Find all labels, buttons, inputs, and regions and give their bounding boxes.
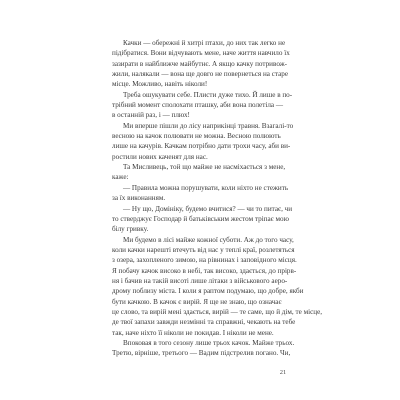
text-line: каже: bbox=[112, 173, 129, 182]
text-line: Качки — обережні й хитрі птахи, до них так легко не bbox=[123, 39, 286, 47]
text-line: коли качки нарешті втечуть від нас у теплі краї, розлетяться bbox=[112, 245, 295, 254]
text-line: — Ну що, Домініку, будемо вчитися? — чи то питає, чи bbox=[123, 204, 293, 213]
text-line: в останній раз, і — плюх! bbox=[112, 111, 190, 120]
text-line: трібний момент сполохати пташку, аби вона полетіла — bbox=[112, 101, 283, 110]
text-line: це слово, та вирій мені здається, вирій — те саме, що й дім, те місце, bbox=[112, 307, 323, 316]
text-line: бути качкою. В качок є вирій. Я ще не знаю, що означає bbox=[112, 297, 282, 306]
text-line: лише на качурів. Качкам потрібно дати трохи часу, аби ви- bbox=[112, 142, 291, 151]
text-line: місце. Можливо, навіть ніколи! bbox=[112, 80, 208, 89]
text-line: — Правила можна порушувати, коли ніхто не стежить bbox=[123, 183, 289, 192]
text-line: Впоковая в того сезону лише трьох качок. Майже трьох. bbox=[123, 338, 295, 347]
text-line: жили, налякали — вона ще довго не повернеться на старе bbox=[112, 70, 289, 79]
text-line: Треба ошукувати себе. Плисти дуже тихо. Й лише в по- bbox=[123, 90, 293, 99]
text-line: Третю, вірніше, третього — Вадим підстрелив погано. Чи, bbox=[112, 349, 291, 358]
text-line: Ми вперше пішли до лісу наприкінці травня. Взагалі-то bbox=[123, 121, 294, 130]
text-line: ня і бачив на такій висоті лише літаки з військового аеро- bbox=[112, 276, 288, 285]
page-number: 21 bbox=[279, 369, 287, 376]
text-line: то стверджує Господар й батьківським жестом тріпає мою bbox=[112, 214, 289, 223]
text-line: Я побачу качок високо в небі, так високо, здається, до прірв- bbox=[112, 266, 297, 275]
text-line: підібратися. Вони відчувають мене, наче життя навчило їх bbox=[112, 49, 290, 58]
text-line: зазирати в найближче майбутнє. А якщо качку потривож- bbox=[112, 59, 288, 68]
text-line: весною на качок полювати не можна. Весною полюють bbox=[112, 132, 281, 141]
text-line: так, наче ніхто її ніколи не покидав. І ніколи не мене. bbox=[112, 328, 274, 337]
text-line: з озера, захопленого зимою, на рівнинах і заповідного місця. bbox=[112, 256, 297, 265]
text-line: де твої запахи завжди незмінні та справжні, чекають на тебе bbox=[112, 318, 296, 327]
text-line: Та Мисливець, той що майже не насміхається з мене, bbox=[123, 163, 286, 172]
text-line: дрому поблизу міста. І коли я раптом подумаю, що добре, якби bbox=[112, 287, 304, 296]
text-line: за їх виконанням. bbox=[112, 194, 166, 203]
text-line: білу гривку. bbox=[112, 225, 149, 234]
body-text bbox=[112, 38, 323, 359]
text-line: Ми будемо в лісі майже кожної суботи. Аж до того часу, bbox=[123, 235, 294, 244]
text-line: ростили нових каченят для нас. bbox=[112, 152, 208, 161]
